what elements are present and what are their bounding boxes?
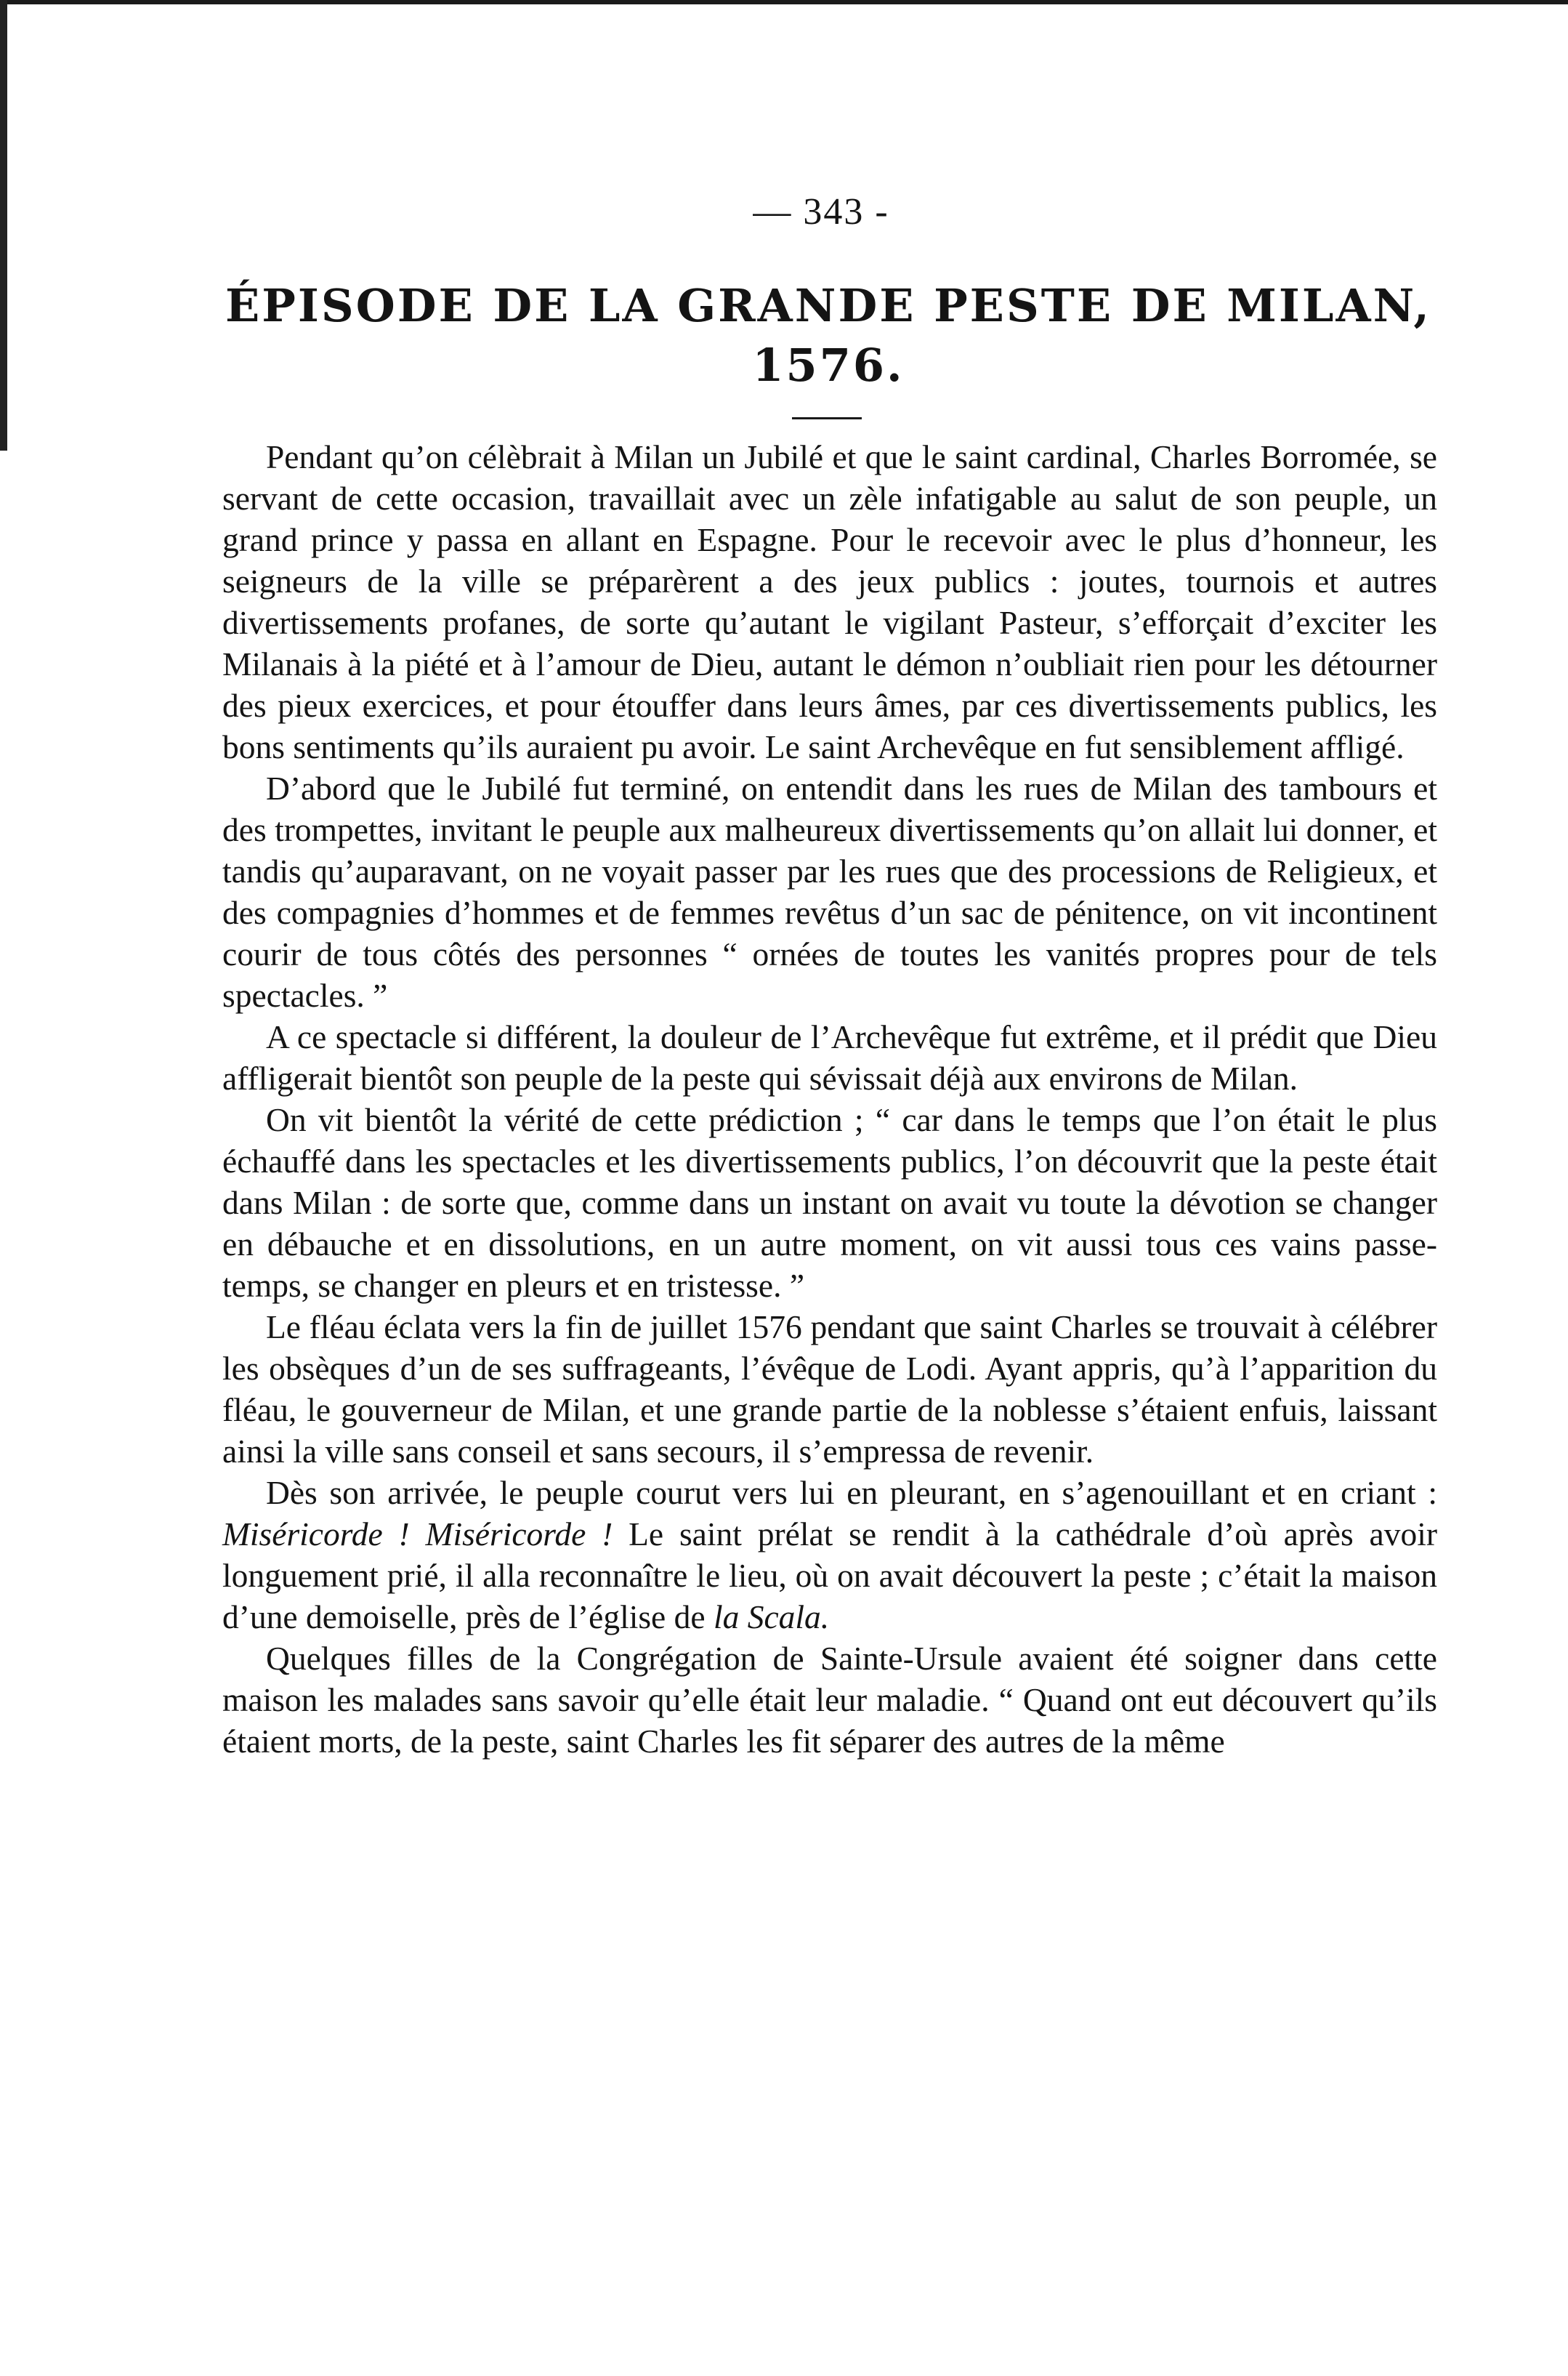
top-edge-rule [0, 0, 1568, 4]
paragraph-7: Quelques filles de la Congrégation de Sainte-Ursule avaient été soigner dans cette maison les malades sans savoir qu’elle était leur maladie. “ Quand ont eut découvert qu’ils étaient morts, de la peste, saint Charles les fit séparer des autres de la même [222, 1640, 1437, 1760]
paragraph-2: D’abord que le Jubilé fut terminé, on entendit dans les rues de Milan des tambours et des trompettes, invitant le peuple aux malheureux divertissements qu’on allait lui donner, et tandis qu’auparavant, on ne voyait passer par les rues que des processions de Religieux, et des compagnies d’hommes et de femmes revêtus d’un sac de pénitence, on vit incontinent courir de tous côtés des personnes “ ornées de toutes les vanités propres pour de tels spectacles. ” [222, 770, 1437, 1014]
paragraph-6-text-b: Le saint prélat se rendit à la cathédrale d’où après avoir longuement prié, il alla reconnaître le lieu, où on avait découvert la peste ; c’était la maison d’une demoiselle, près de l’église de [222, 1515, 1437, 1635]
paragraph-6-italic-cry: Miséricorde ! Miséricorde ! [222, 1515, 613, 1553]
paragraph-6-text-a: Dès son arrivée, le peuple courut vers lui en pleurant, en s’agenouillant et en criant : [266, 1474, 1437, 1511]
chapter-title-line-1: ÉPISODE DE LA GRANDE PESTE DE MILAN, [225, 279, 1431, 332]
page-number: — 343 - [753, 191, 889, 233]
paragraph-5: Le fléau éclata vers la fin de juillet 1576 pendant que saint Charles se trouvait à célébrer les obsèques d’un de ses suffrageants, l’évêque de Lodi. Ayant appris, qu’à l’apparition du fléau, le gouverneur de Milan, et une grande partie de la noblesse s’étaient enfuis, laissant ainsi la ville sans conseil et sans secours, il s’empressa de revenir. [222, 1308, 1437, 1470]
left-edge-rule [0, 0, 7, 451]
body-text [222, 436, 1437, 1762]
paragraph-1: Pendant qu’on célèbrait à Milan un Jubilé et que le saint cardinal, Charles Borromée, se servant de cette occasion, travaillait avec un zèle infatigable au salut de son peuple, un grand prince y passa en allant en Espagne. Pour le recevoir avec le plus d’honneur, les seigneurs de la ville se préparèrent a des jeux publics : joutes, tournois et autres divertissements profanes, de sorte qu’autant le vigilant Pasteur, s’efforçait d’exciter les Milanais à la piété et à l’amour de Dieu, autant le démon n’oubliait rien pour les détourner des pieux exercices, et pour étouffer dans leurs âmes, par ces divertissements publics, les bons sentiments qu’ils auraient pu avoir. Le saint Archevêque en fut sensiblement affligé. [222, 438, 1437, 765]
paragraph-6-italic-church: la Scala. [713, 1598, 830, 1635]
chapter-title [203, 276, 1453, 395]
paragraph-6 [222, 1472, 1437, 1638]
chapter-title-line-2: 1576. [752, 339, 905, 392]
paragraph-3: A ce spectacle si différent, la douleur de l’Archevêque fut extrême, et il prédit que Dieu affligerait bientôt son peuple de la peste qui sévissait déjà aux environs de Milan. [222, 1018, 1437, 1097]
title-separator-rule [792, 417, 862, 419]
paragraph-4: On vit bientôt la vérité de cette prédiction ; “ car dans le temps que l’on était le plus échauffé dans les spectacles et les divertissements publics, l’on découvrit que la peste était dans Milan : de sorte que, comme dans un instant on avait vu toute la dévotion se changer en débauche et en dissolutions, en un autre moment, on vit aussi tous ces vains passe-temps, se changer en pleurs et en tristesse. ” [222, 1101, 1437, 1304]
